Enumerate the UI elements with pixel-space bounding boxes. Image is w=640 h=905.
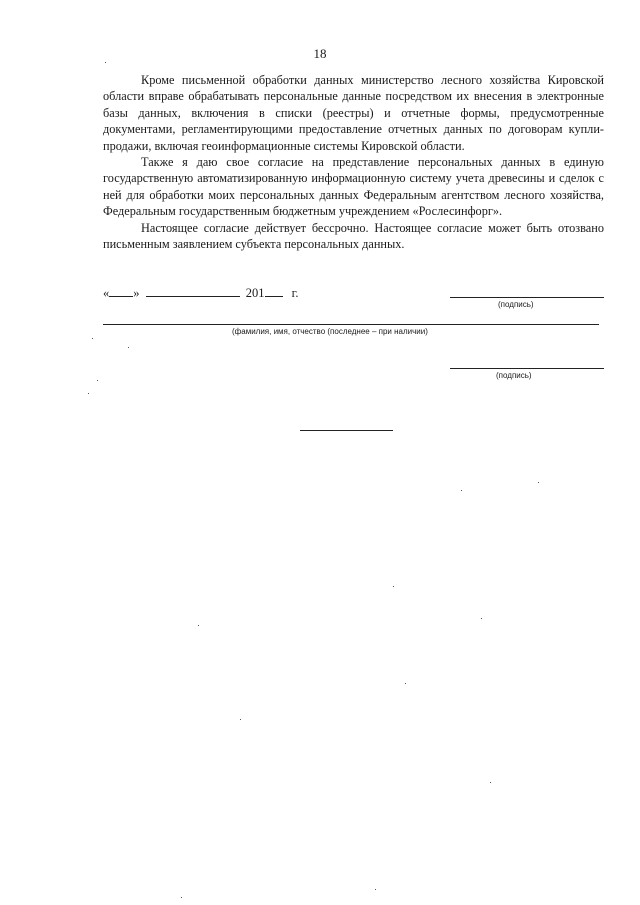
scan-speck: [461, 490, 462, 491]
scan-speck: [481, 618, 482, 619]
end-rule: [300, 430, 393, 431]
scan-speck: [198, 625, 199, 626]
scan-speck: [92, 338, 93, 339]
scan-speck: [490, 782, 491, 783]
year-suffix: г.: [291, 286, 299, 300]
scan-speck: [128, 347, 129, 348]
scan-speck: [105, 62, 106, 63]
date-open-quote: «: [103, 286, 110, 300]
scan-speck: [97, 380, 98, 381]
signature-caption-2: (подпись): [496, 371, 532, 380]
paragraph-egais-consent: Также я даю свое согласие на представление персональных данных в единую государственную автоматизированную информационную систему учета древесины и сделок с ней для обработки моих персональных данных Федеральным агентством лесного хозяйства, Федеральным государственным бюджетным учреждением «Рослесинфорг».: [103, 155, 604, 219]
full-name-line: [103, 324, 599, 325]
signature-line-2: [450, 368, 604, 369]
scan-speck: [240, 719, 241, 720]
page-number: 18: [313, 46, 327, 61]
day-blank: [109, 285, 133, 297]
scan-speck: [538, 482, 539, 483]
scan-speck: [88, 393, 89, 394]
month-blank: [146, 285, 240, 297]
consent-body-text: [103, 72, 604, 252]
signature-line-1: [450, 297, 604, 298]
year-blank: [265, 285, 283, 297]
date-line: [103, 285, 298, 301]
scan-speck: [393, 586, 394, 587]
scan-speck: [405, 683, 406, 684]
paragraph-processing: Кроме письменной обработки данных министерство лесного хозяйства Кировской области вправе обрабатывать персональные данные посредством их внесения в электронные базы данных, включения в списки (реестры) и отчетные формы, предусмотренные документами, регламентирующими предоставление отчетных данных по договорам купли-продажи, включая геоинформационные системы Кировской области.: [103, 73, 604, 153]
paragraph-validity: Настоящее согласие действует бессрочно. Настоящее согласие может быть отозвано письменным заявлением субъекта персональных данных.: [103, 220, 604, 252]
date-close-quote: »: [133, 286, 140, 300]
signature-caption-1: (подпись): [498, 300, 534, 309]
year-prefix: 201: [245, 286, 265, 300]
full-name-caption: (фамилия, имя, отчество (последнее – при наличии): [232, 327, 428, 336]
scan-speck: [181, 897, 182, 898]
scan-speck: [375, 889, 376, 890]
